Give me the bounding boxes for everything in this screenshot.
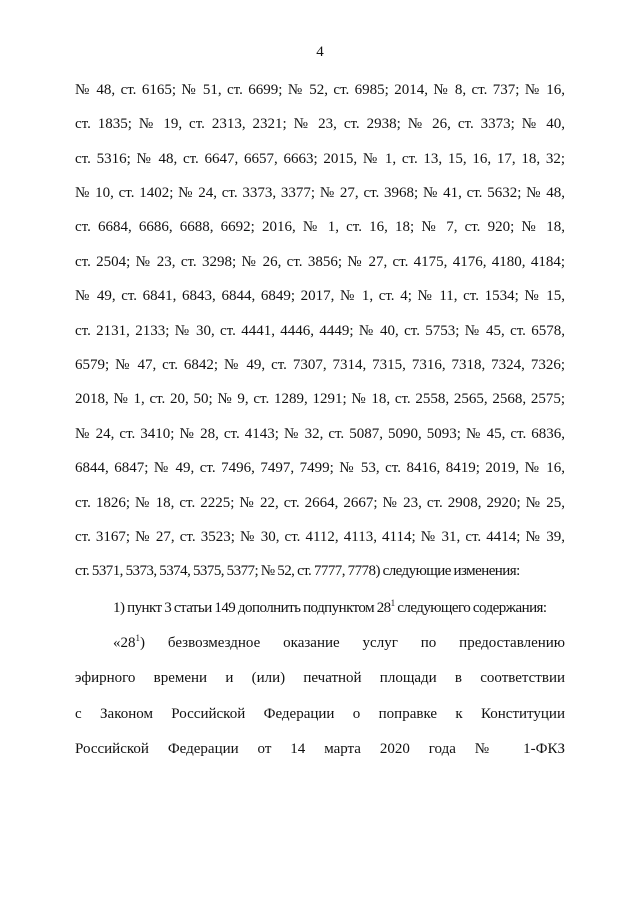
quoted-text-line: с Законом Российской Федерации о поправке к Конституции: [75, 706, 565, 722]
quoted-text-line: эфирного времени и (или) печатной площади в соответствии: [75, 670, 565, 686]
body-line: ст. 5371, 5373, 5374, 5375, 5377; № 52, ст. 7777, 7778) следующие изменения:: [75, 563, 520, 579]
body-line: № 49, ст. 6841, 6843, 6844, 6849; 2017, № 1, ст. 4; № 11, ст. 1534; № 15,: [75, 288, 565, 304]
quoted-text-line: Российской Федерации от 14 марта 2020 года № 1-ФКЗ: [75, 741, 565, 757]
body-line: № 10, ст. 1402; № 24, ст. 3373, 3377; № 27, ст. 3968; № 41, ст. 5632; № 48,: [75, 185, 565, 201]
body-line: 6844, 6847; № 49, ст. 7496, 7497, 7499; № 53, ст. 8416, 8419; 2019, № 16,: [75, 460, 565, 476]
body-line: 6579; № 47, ст. 6842; № 49, ст. 7307, 7314, 7315, 7316, 7318, 7324, 7326;: [75, 357, 565, 373]
quoted-text-first-line: «$28^1$) безвозмездное оказание услуг по предоставлению: [113, 633, 565, 651]
body-line: ст. 6684, 6686, 6688, 6692; 2016, № 1, ст. 16, 18; № 7, ст. 920; № 18,: [75, 219, 565, 235]
body-line: ст. 1826; № 18, ст. 2225; № 22, ст. 2664, 2667; № 23, ст. 2908, 2920; № 25,: [75, 495, 565, 511]
body-line: ст. 5316; № 48, ст. 6647, 6657, 6663; 2015, № 1, ст. 13, 15, 16, 17, 18, 32;: [75, 151, 565, 167]
body-line: ст. 3167; № 27, ст. 3523; № 30, ст. 4112, 4113, 4114; № 31, ст. 4414; № 39,: [75, 529, 565, 545]
body-line: ст. 1835; № 19, ст. 2313, 2321; № 23, ст. 2938; № 26, ст. 3373; № 40,: [75, 116, 565, 132]
amendment-item-1: 1) пункт 3 статьи 149 дополнить подпунктом $28^1$ следующего содержания:: [113, 598, 547, 616]
body-line: № 24, ст. 3410; № 28, ст. 4143; № 32, ст. 5087, 5090, 5093; № 45, ст. 6836,: [75, 426, 565, 442]
body-line: ст. 2131, 2133; № 30, ст. 4441, 4446, 4449; № 40, ст. 5753; № 45, ст. 6578,: [75, 323, 565, 339]
page-number: 4: [316, 44, 324, 60]
body-line: ст. 2504; № 23, ст. 3298; № 26, ст. 3856; № 27, ст. 4175, 4176, 4180, 4184;: [75, 254, 565, 270]
body-line: 2018, № 1, ст. 20, 50; № 9, ст. 1289, 1291; № 18, ст. 2558, 2565, 2568, 2575;: [75, 391, 565, 407]
body-line: № 48, ст. 6165; № 51, ст. 6699; № 52, ст. 6985; 2014, № 8, ст. 737; № 16,: [75, 82, 565, 98]
